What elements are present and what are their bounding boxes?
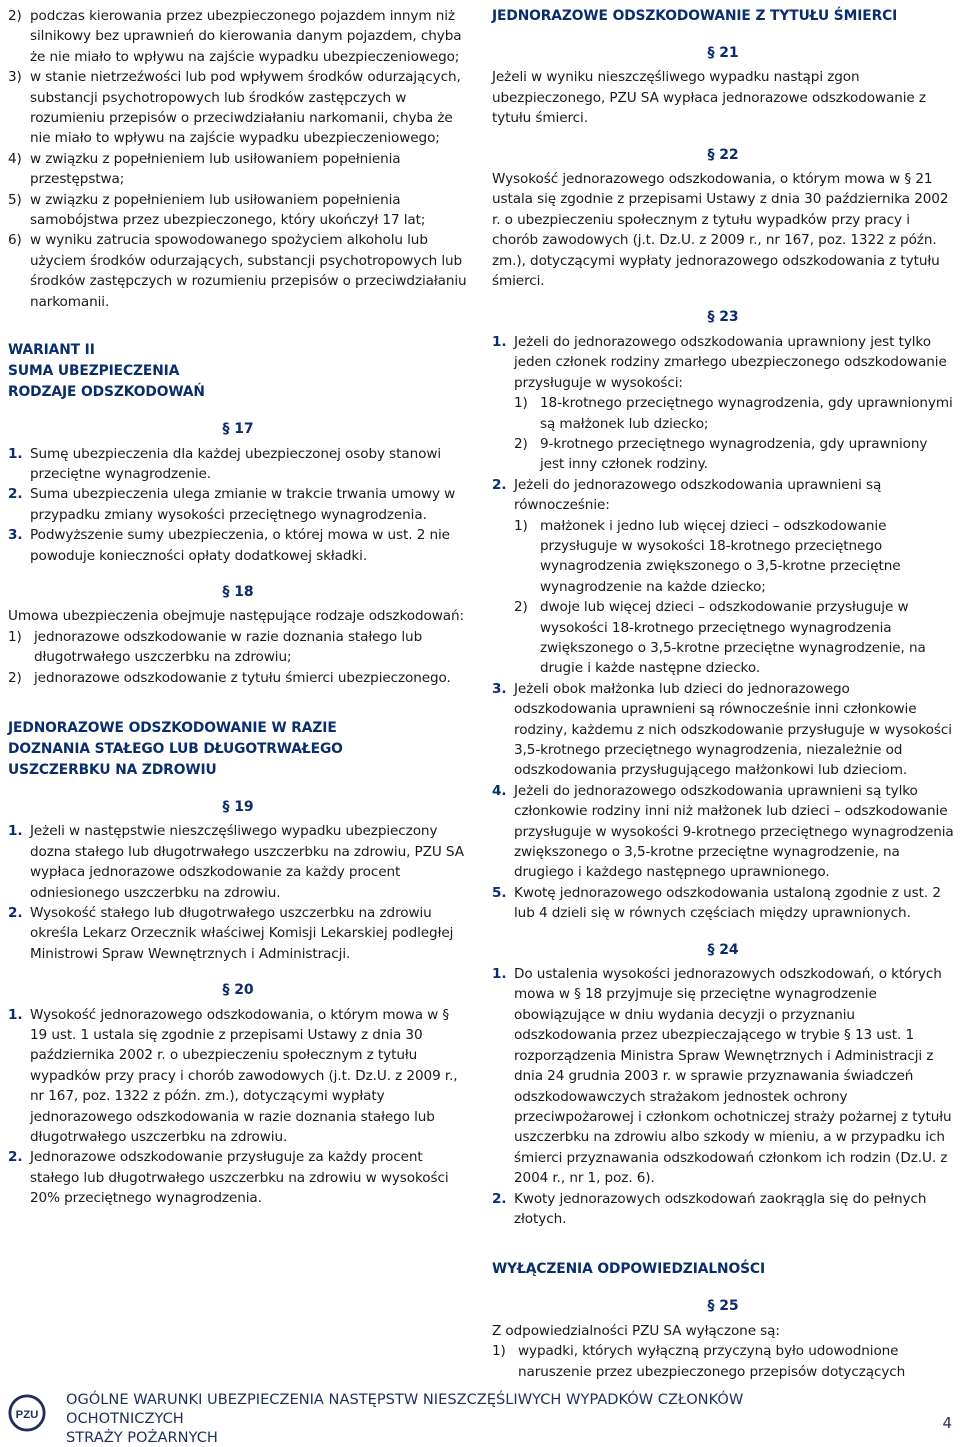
paragraph-text: Wysokość jednorazowego odszkodowania, o którym mowa w § 21 ustala się zgodnie z przepisami Ustawy z dnia 30 października 2002 r. o ubezpieczeniu społecznym z tytułu wypadków przy pracy i chorób zawodowych (j.t. Dz.U. z 2009 r., nr 167, poz. 1322 z późn. zm.), dotyczącymi wypłaty jednorazowego odszkodowania z tytułu śmierci. xyxy=(492,171,949,290)
list-item: 4. Jeżeli do jednorazowego odszkodowania uprawnieni są tylko członkowie rodziny inni niż małżonek lub dzieci – odszkodowanie przysługuje w wysokości 9-krotnego przeciętnego wynagrodzenia zwiększonego o 3,5-krotne przeciętne wynagrodzenie, na drugiego i każdego następnego uprawnionego. xyxy=(492,782,954,881)
list-item: 2. Suma ubezpieczenia ulega zmianie w trakcie trwania umowy w przypadku zmiany wysokości przeciętnego wynagrodzenia. xyxy=(8,486,456,523)
paragraph-number-21: § 21 xyxy=(707,45,739,61)
paragraph-number-19: § 19 xyxy=(222,798,254,815)
paragraph-number-17: § 17 xyxy=(222,421,254,438)
list-item: 2. Jeżeli do jednorazowego odszkodowania uprawnieni są równocześnie: xyxy=(492,476,882,514)
list-item: 5. Kwotę jednorazowego odszkodowania ustaloną zgodnie z ust. 2 lub 4 dzieli się w równych częściach między uprawnionych. xyxy=(492,884,941,922)
sub-list-item: 2) dwoje lub więcej dzieci – odszkodowanie przysługuje w wysokości 18-krotnego przeciętnego wynagrodzenia zwiększonego o 3,5-krotne przeciętne wynagrodzenie, na drugie i każde następne dziecko. xyxy=(514,599,926,677)
list-item: 2) podczas kierowania przez ubezpieczonego pojazdem innym niż silnikowy bez uprawnień do kierowania danym pojazdem, chyba że nie miało to wpływu na zajście wypadku ubezpieczeniowego; xyxy=(8,8,462,65)
sub-list-item: 1) 18-krotnego przeciętnego wynagrodzenia, gdy uprawnionymi są małżonek lub dziecko; xyxy=(514,395,953,432)
paragraph-number-25: § 25 xyxy=(707,1298,739,1315)
list-item: 2. Wysokość stałego lub długotrwałego uszczerbku na zdrowiu określa Lekarz Orzecznik właściwej Komisji Lekarskiej podległej Ministrowi Spraw Wewnętrznych i Administracji. xyxy=(8,905,454,962)
paragraph-intro: Z odpowiedzialności PZU SA wyłączone są: xyxy=(492,1322,780,1339)
sub-list-item: 1) małżonek i jedno lub więcej dzieci – odszkodowanie przysługuje w wysokości 18-krotnego przeciętnego wynagrodzenia zwiększonego o 3,5-krotne przeciętne wynagrodzenie na każde dziecko; xyxy=(514,517,901,595)
list-item: 6) w wyniku zatrucia spowodowanego spożyciem alkoholu lub użyciem środków odurzających, substancji psychotropowych lub środków zastępczych w rozumieniu przepisów o przeciwdziałaniu narkomanii. xyxy=(8,232,467,310)
list-item: 1. Do ustalenia wysokości jednorazowych odszkodowań, o których mowa w § 18 przyjmuje się przeciętne wynagrodzenie obowiązujące w dniu wydania decyzji o przyznaniu odszkodowania przez ubezpieczającego w trybie § 13 ust. 1 rozporządzenia Ministra Spraw Wewnętrznych i Administracji z dnia 24 grudnia 2003 r. w sprawie przyznawania świadczeń odszkodowawczych strażakom jednostek ochrony przeciwpożarowej i członkom ochotniczej straży pożarnej z tytułu uszczerbku na zdrowiu albo szkody w mieniu, a w przypadku ich śmierci przyznawania odszkodowań członkom ich rodzin (Dz.U. z 2004 r., nr 1, poz. 6). xyxy=(492,966,952,1187)
page-number: 4 xyxy=(942,1414,952,1432)
list-item: 1. Sumę ubezpieczenia dla każdej ubezpieczonej osoby stanowi przeciętne wynagrodzenie. xyxy=(8,445,442,482)
list-item: 2) jednorazowe odszkodowanie z tytułu śmierci ubezpieczonego. xyxy=(8,669,451,686)
list-item: 1. Wysokość jednorazowego odszkodowania, o którym mowa w § 19 ust. 1 ustala się zgodnie z przepisami Ustawy z dnia 30 października 2002 r. o ubezpieczeniu społecznym z tytułu wypadków przy pracy i chorób zawodowych (j.t. Dz.U. z 2009 r., nr 167, poz. 1322 z późn. zm.), dotyczącymi wypłaty jednorazowego odszkodowania w razie doznania stałego lub długotrwałego uszczerbku na zdrowiu. xyxy=(8,1006,458,1146)
paragraph-number-24: § 24 xyxy=(707,941,739,958)
list-item: 3) w stanie nietrzeźwości lub pod wpływem środków odurzających, substancji psychotropowych lub środków zastępczych w rozumieniu przepisów o przeciwdziałaniu narkomanii, chyba że nie miało to wpływu na zajście wypadku ubezpieczeniowego; xyxy=(8,69,461,147)
pzu-logo-icon xyxy=(8,1394,46,1432)
paragraph-number-23: § 23 xyxy=(707,309,739,326)
paragraph-number-20: § 20 xyxy=(222,982,254,999)
section-heading-variant: WARIANT II SUMA UBEZPIECZENIA RODZAJE ODSZKODOWAŃ xyxy=(8,342,205,401)
section-heading-disability: JEDNORAZOWE ODSZKODOWANIE W RAZIE DOZNANIA STAŁEGO LUB DŁUGOTRWAŁEGO USZCZERBKU NA ZDROWIU xyxy=(8,719,343,778)
paragraph-number-18: § 18 xyxy=(222,583,254,600)
section-heading-exclusions: WYŁĄCZENIA ODPOWIEDZIALNOŚCI xyxy=(492,1261,765,1278)
sub-list-item: 2) 9-krotnego przeciętnego wynagrodzenia, gdy uprawniony jest inny członek rodziny. xyxy=(514,435,928,473)
list-item: 1. Jeżeli w następstwie nieszczęśliwego wypadku ubezpieczony dozna stałego lub długotrwałego uszczerbku na zdrowiu, PZU SA wypłaca jednorazowe odszkodowanie za każdy procent odniesionego uszczerbku na zdrowiu. xyxy=(8,823,464,901)
list-item: 1. Jeżeli do jednorazowego odszkodowania uprawniony jest tylko jeden członek rodziny zmarłego ubezpieczonego odszkodowanie przysługuje w wysokości: xyxy=(492,333,947,391)
section-heading-death: JEDNORAZOWE ODSZKODOWANIE Z TYTUŁU ŚMIERCI xyxy=(492,8,898,24)
list-item: 2. Kwoty jednorazowych odszkodowań zaokrągla się do pełnych złotych. xyxy=(492,1190,927,1227)
list-item: 4) w związku z popełnieniem lub usiłowaniem popełnienia przestępstwa; xyxy=(8,150,401,188)
list-item: 5) w związku z popełnieniem lub usiłowaniem popełnienia samobójstwa przez ubezpieczonego, który ukończył 17 lat; xyxy=(8,191,426,229)
left-column xyxy=(8,6,468,1209)
list-item: 2. Jednorazowe odszkodowanie przysługuje za każdy procent stałego lub długotrwałego uszczerbku na zdrowiu w wysokości 20% przeciętnego wynagrodzenia. xyxy=(8,1149,449,1207)
list-item: 3. Podwyższenie sumy ubezpieczenia, o której mowa w ust. 2 nie powoduje konieczności opłaty dodatkowej składki. xyxy=(8,527,450,564)
footer-title: OGÓLNE WARUNKI UBEZPIECZENIA NASTĘPSTW NIESZCZĘŚLIWYCH WYPADKÓW CZŁONKÓW OCHOTNICZYCH STRAŻY POŻARNYCH xyxy=(66,1391,744,1446)
paragraph-number-22: § 22 xyxy=(707,146,739,163)
list-item: 1) jednorazowe odszkodowanie w razie doznania stałego lub długotrwałego uszczerbku na zdrowiu; xyxy=(8,628,423,666)
paragraph-intro: Umowa ubezpieczenia obejmuje następujące rodzaje odszkodowań: xyxy=(8,608,464,625)
page-footer xyxy=(0,1386,960,1446)
list-item: 3. Jeżeli obok małżonka lub dzieci do jednorazowego odszkodowania uprawnieni są równocześnie inni członkowie rodziny, każdemu z nich odszkodowanie przysługuje w wysokości 3,5-krotnego przeciętnego wynagrodzenia, niezależnie od odszkodowania przysługującego małżonkowi lub dzieciom. xyxy=(492,680,952,779)
list-item: 1) wypadki, których wyłączną przyczyną było udowodnione naruszenie przez ubezpieczonego przepisów dotyczących xyxy=(492,1343,906,1380)
right-column xyxy=(492,6,954,1382)
logo-text: PZU xyxy=(15,1408,39,1421)
paragraph-text: Jeżeli w wyniku nieszczęśliwego wypadku nastąpi zgon ubezpieczonego, PZU SA wypłaca jednorazowe odszkodowanie z tytułu śmierci. xyxy=(492,69,926,127)
intro-list xyxy=(8,6,468,312)
